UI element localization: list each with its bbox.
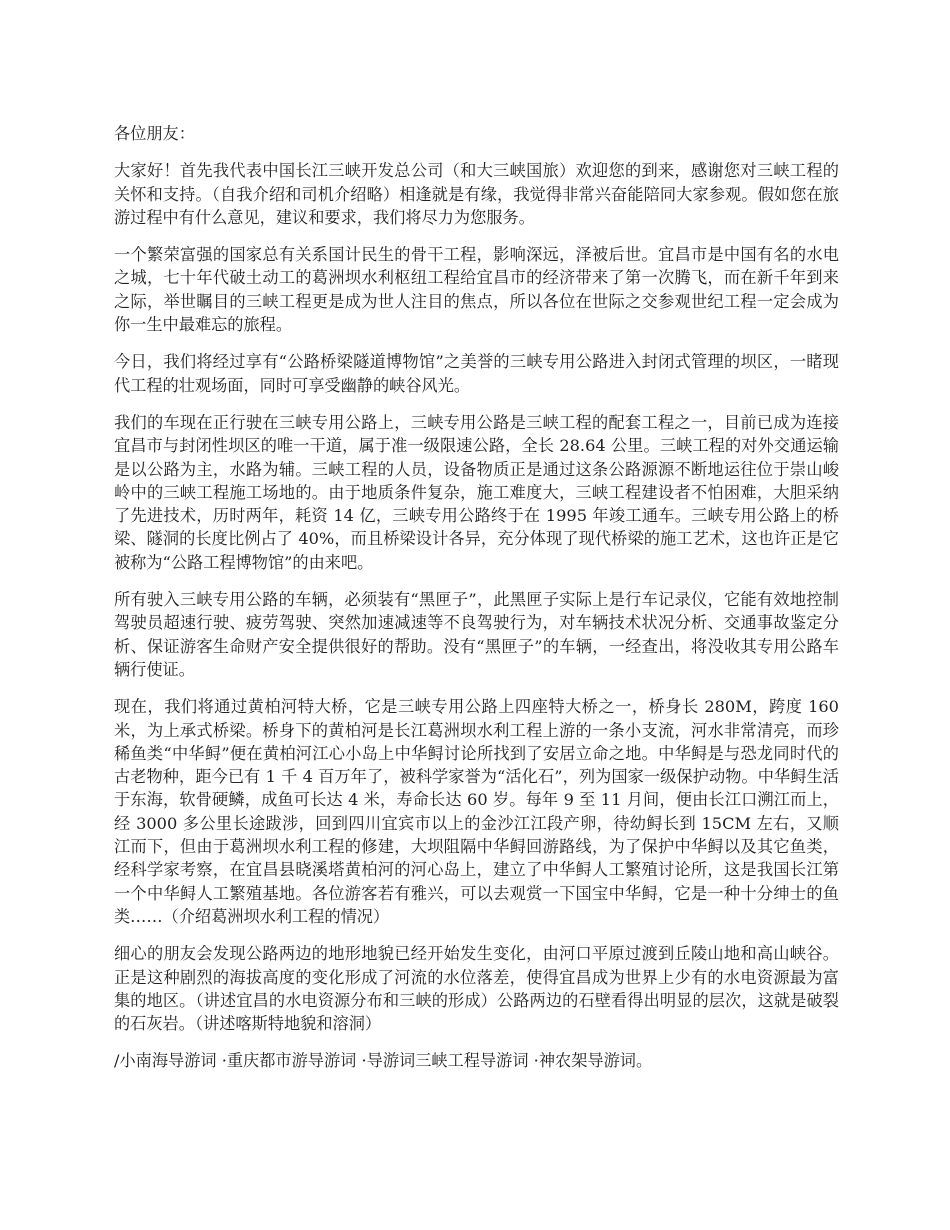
- document-page: [114, 122, 839, 1087]
- paragraph-yichang-intro: 一个繁荣富强的国家总有关系国计民生的骨干工程，影响深远，泽被后世。宜昌市是中国有名的水电之城，七十年代破土动工的葛洲坝水利枢纽工程给宜昌市的经济带来了第一次腾飞，而在新千年到来之际，举世瞩目的三峡工程更是成为世人注目的焦点，所以各位在世际之交参观世纪工程一定会成为你一生中最难忘的旅程。: [114, 245, 839, 335]
- salutation: 各位朋友：: [114, 124, 195, 143]
- paragraph-today: 今日，我们将经过享有“公路桥梁隧道博物馆”之美誉的三峡专用公路进入封闭式管理的坝区，一睹现代工程的壮观场面，同时可享受幽静的峡谷风光。: [114, 352, 839, 395]
- paragraph-huangbai-bridge: 现在，我们将通过黄柏河特大桥，它是三峡专用公路上四座特大桥之一，桥身长 280M，跨度 160 米，为上承式桥梁。桥身下的黄柏河是长江葛洲坝水利工程上游的一条小支流，河水非常清亮，而珍稀鱼类“中华鲟”便在黄柏河江心小岛上中华鲟讨论所找到了安居立命之地。中华鲟是与恐龙同时代的古老物种，距今已有 1 千 4 百万年了，被科学家誉为“活化石”，列为国家一级保护动物。中华鲟生活于东海，软骨硬鳞，成鱼可长达 4 米，寿命长达 60 岁。每年 9 至 11 月间，便由长江口溯江而上，经 3000 多公里长途跋涉，回到四川宜宾市以上的金沙江江段产卵，待幼鲟长到 15CM 左右，又顺江而下，但由于葛洲坝水利工程的修建，大坝阻隔中华鲟回游路线，为了保护中华鲟以及其它鱼类，经科学家考察，在宜昌县晓溪塔黄柏河的河心岛上，建立了中华鲟人工繁殖讨论所，这是我国长江第一个中华鲟人工繁殖基地。各位游客若有雅兴，可以去观赏一下国宝中华鲟，它是一种十分绅士的鱼类……（介绍葛洲坝水利工程的情况）: [114, 697, 839, 926]
- paragraph-welcome: 大家好！首先我代表中国长江三峡开发总公司（和大三峡国旅）欢迎您的到来，感谢您对三峡工程的关怀和支持。（自我介绍和司机介绍略）相逢就是有缘，我觉得非常兴奋能陪同大家参观。假如您在旅游过程中有什么意见，建议和要求，我们将尽力为您服务。: [114, 161, 839, 227]
- paragraph-related-links: /小南海导游词 ·重庆都市游导游词 ·导游词三峡工程导游词 ·神农架导游词。: [114, 1051, 653, 1071]
- paragraph-expressway: 我们的车现在正行驶在三峡专用公路上，三峡专用公路是三峡工程的配套工程之一，目前已成为连接宜昌市与封闭性坝区的唯一干道，属于准一级限速公路，全长 28.64 公里。三峡工程的对外交通运输是以公路为主，水路为辅。三峡工程的人员，设备物质正是通过这条公路源源不断地运往位于崇山峻岭中的三峡工程施工场地的。由于地质条件复杂，施工难度大，三峡工程建设者不怕困难，大胆采纳了先进技术，历时两年，耗资 14 亿，三峡专用公路终于在 1995 年竣工通车。三峡专用公路上的桥梁、隧洞的长度比例占了 40%，而且桥梁设计各异，充分体现了现代桥梁的施工艺术，这也许正是它被称为“公路工程博物馆”的由来吧。: [114, 412, 839, 572]
- paragraph-black-box: 所有驶入三峡专用公路的车辆，必须装有“黑匣子”，此黑匣子实际上是行车记录仪，它能有效地控制驾驶员超速行驶、疲劳驾驶、突然加速减速等不良驾驶行为，对车辆技术状况分析、交通事故鉴定分析、保证游客生命财产安全提供很好的帮助。没有“黑匣子”的车辆，一经查出，将没收其专用公路车辆行使证。: [114, 590, 839, 679]
- paragraph-terrain: 细心的朋友会发现公路两边的地形地貌已经开始发生变化，由河口平原过渡到丘陵山地和高山峡谷。正是这种剧烈的海拔高度的变化形成了河流的水位落差，使得宜昌成为世界上少有的水电资源最为富集的地区。（讲述宜昌的水电资源分布和三峡的形成）公路两边的石壁看得出明显的层次，这就是破裂的石灰岩。（讲述喀斯特地貌和溶洞）: [114, 944, 839, 1034]
